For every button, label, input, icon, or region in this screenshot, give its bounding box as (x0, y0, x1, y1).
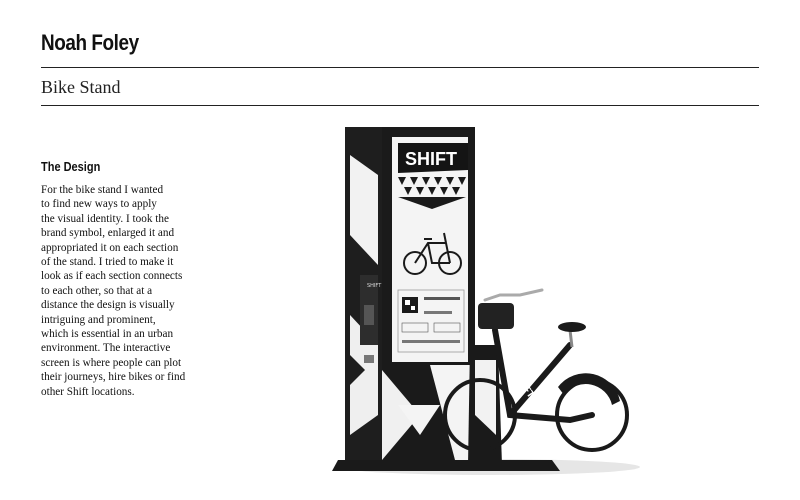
description-line: brand symbol, enlarged it and (41, 227, 175, 240)
section-heading: The Design (41, 160, 101, 174)
brand-logo: SHIFT (405, 149, 457, 169)
description-line: the visual identity. I took the (41, 212, 169, 225)
saddle (558, 322, 586, 332)
description-line: of the stand. I tried to make it (41, 256, 174, 269)
rear-fender (558, 373, 620, 405)
base-plate (332, 460, 560, 471)
frame-brand-label: SHIFT (510, 370, 537, 401)
header-divider (41, 67, 759, 68)
kiosk-front-panel (382, 127, 475, 460)
kiosk-side-panel (345, 127, 382, 460)
description-line: For the bike stand I wanted (41, 184, 164, 196)
description-line: which is essential in an urban (41, 328, 174, 341)
description-line: distance the design is visually (41, 299, 175, 312)
description-line: their journeys, hire bikes or find (41, 371, 186, 384)
description-line: intriguing and prominent, (41, 313, 156, 326)
author-name: Noah Foley (41, 30, 139, 55)
description-line: screen is where people can plot (41, 356, 182, 369)
description-line: look as if each section connects (41, 270, 183, 283)
subtitle-divider (41, 105, 759, 106)
project-title: Bike Stand (41, 77, 121, 97)
seat-post (570, 330, 572, 347)
front-basket (478, 303, 514, 329)
hire-info-line (424, 311, 452, 314)
hire-info-line (424, 297, 460, 300)
bike-stand-render (320, 115, 650, 485)
side-brand-label: SHIFT (367, 283, 382, 289)
description-line: appropriated it on each section (41, 241, 179, 254)
description-line: to find new ways to apply (41, 198, 157, 211)
design-description (41, 183, 201, 399)
description-line: environment. The interactive (41, 342, 171, 355)
description-line: other Shift locations. (41, 385, 135, 398)
handlebar (485, 290, 542, 300)
journey-info-line (402, 340, 460, 343)
description-line: to each other, so that at a (41, 284, 153, 297)
